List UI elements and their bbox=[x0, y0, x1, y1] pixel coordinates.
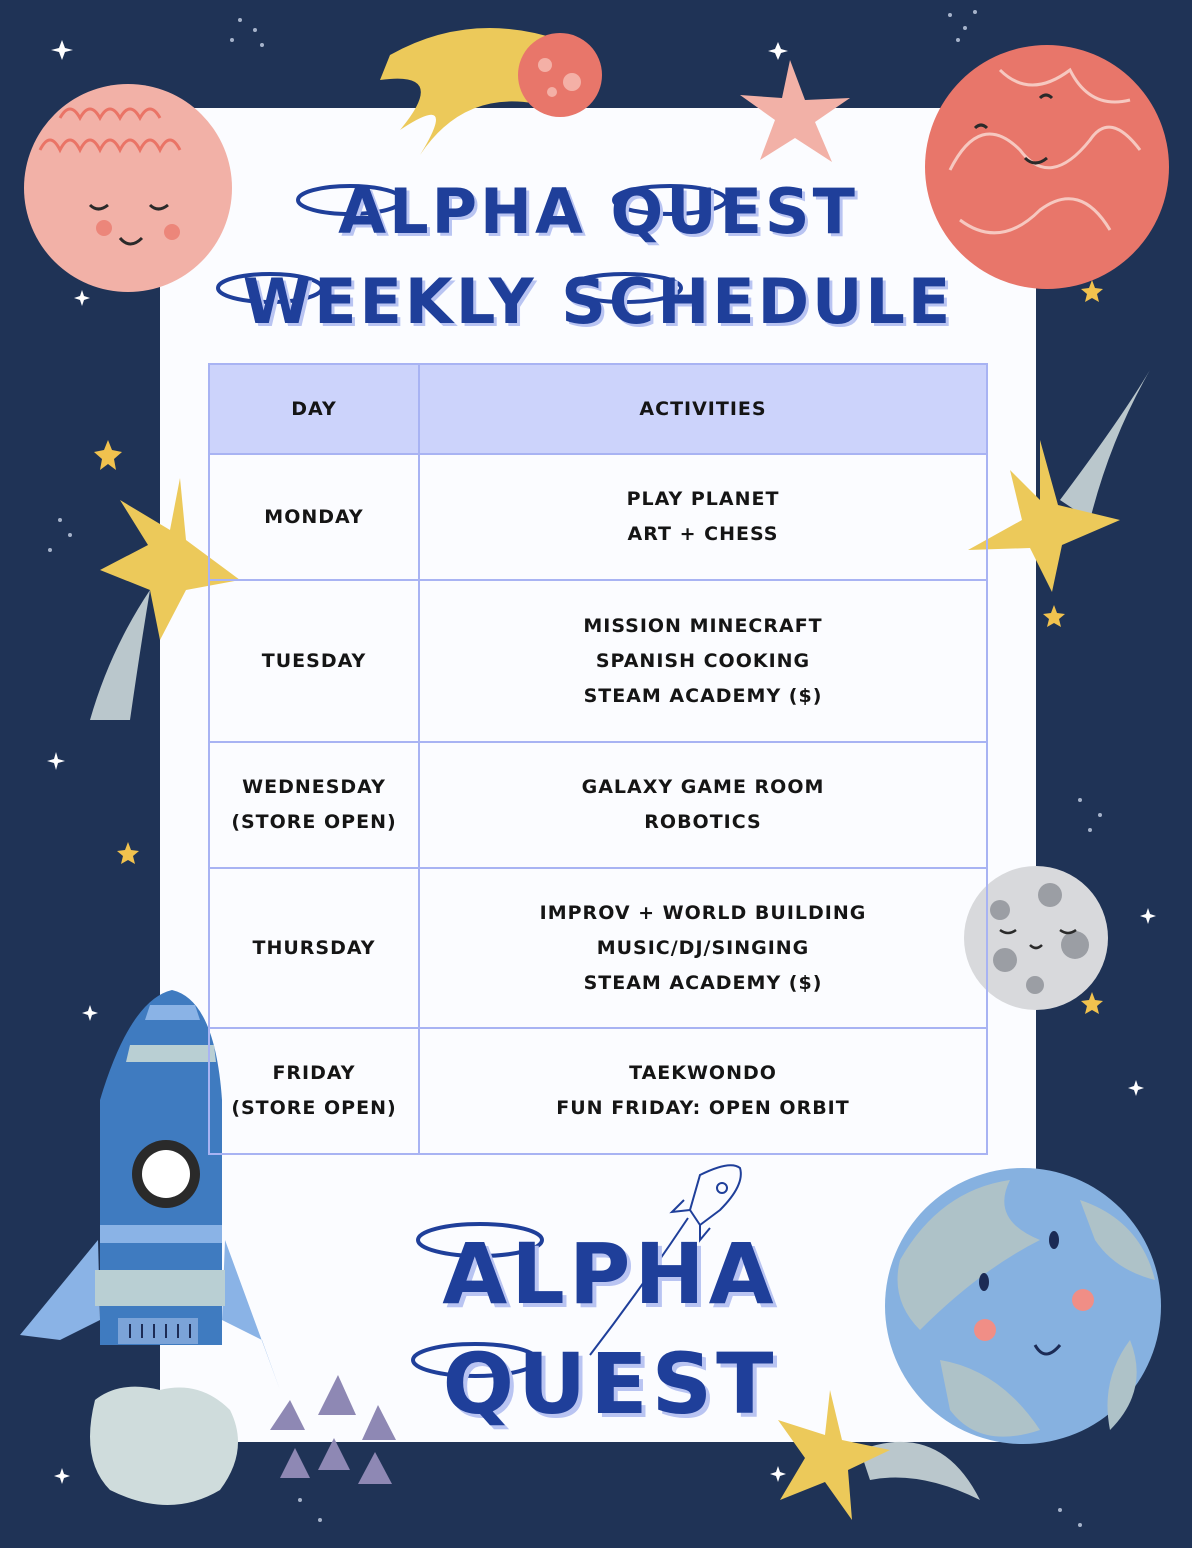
activities-cell bbox=[419, 742, 987, 868]
red-planet-icon bbox=[925, 45, 1169, 289]
day-label: TUESDAY bbox=[261, 649, 367, 672]
table-header-row bbox=[209, 364, 987, 454]
activity-item: TAEKWONDO bbox=[629, 1062, 777, 1084]
page-title-line2: WEEKLY SCHEDULE bbox=[242, 265, 954, 338]
activity-item: SPANISH COOKING bbox=[595, 649, 811, 672]
day-note: (STORE OPEN) bbox=[231, 811, 397, 833]
earth-icon bbox=[885, 1168, 1161, 1444]
page-title-line1: ALPHA QUEST bbox=[338, 175, 858, 248]
activities-cell bbox=[419, 454, 987, 580]
day-cell bbox=[209, 454, 419, 580]
pink-star-icon bbox=[740, 60, 850, 162]
footer-logo-line2: QUEST bbox=[442, 1335, 778, 1433]
activity-item: MUSIC/DJ/SINGING bbox=[596, 936, 810, 959]
activity-item: FUN FRIDAY: OPEN ORBIT bbox=[556, 1097, 850, 1119]
triangles-icon bbox=[270, 1375, 396, 1484]
activity-item: IMPROV + WORLD BUILDING bbox=[539, 901, 867, 924]
table-row bbox=[209, 868, 987, 1028]
day-cell bbox=[209, 580, 419, 742]
table-row bbox=[209, 580, 987, 742]
day-label: MONDAY bbox=[264, 505, 364, 528]
header-day: DAY bbox=[209, 364, 419, 454]
day-cell bbox=[209, 868, 419, 1028]
activity-item: GALAXY GAME ROOM bbox=[581, 776, 825, 798]
table-row bbox=[209, 742, 987, 868]
activity-item: STEAM ACADEMY ($) bbox=[583, 684, 823, 707]
day-cell bbox=[209, 1028, 419, 1154]
footer-logo-line1: ALPHA bbox=[442, 1225, 778, 1323]
activities-cell bbox=[419, 1028, 987, 1154]
activity-item: MISSION MINECRAFT bbox=[583, 614, 823, 637]
day-cell bbox=[209, 742, 419, 868]
activities-cell bbox=[419, 868, 987, 1028]
day-label: WEDNESDAY bbox=[242, 776, 386, 798]
table-row bbox=[209, 454, 987, 580]
activity-item: ROBOTICS bbox=[644, 811, 762, 833]
activities-cell bbox=[419, 580, 987, 742]
activity-item: ART + CHESS bbox=[627, 523, 779, 545]
day-label: FRIDAY bbox=[272, 1062, 356, 1084]
day-note: (STORE OPEN) bbox=[231, 1097, 397, 1119]
schedule-table bbox=[208, 363, 988, 1155]
table-row bbox=[209, 1028, 987, 1154]
activity-item: PLAY PLANET bbox=[626, 488, 780, 510]
header-activities: ACTIVITIES bbox=[419, 364, 987, 454]
activity-item: STEAM ACADEMY ($) bbox=[583, 971, 823, 994]
day-label: THURSDAY bbox=[252, 936, 376, 959]
comet-icon bbox=[380, 28, 602, 155]
yellow-star-right-icon bbox=[968, 370, 1150, 592]
